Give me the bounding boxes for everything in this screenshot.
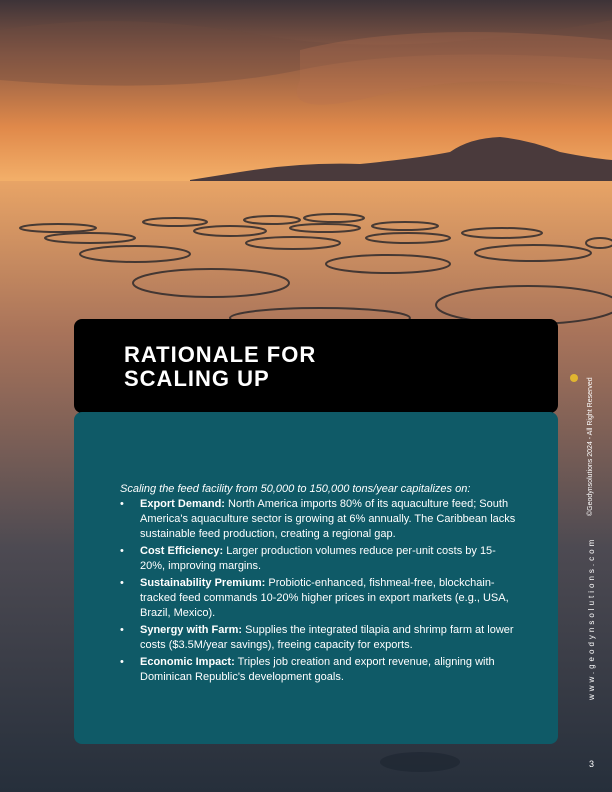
bullet-label: Sustainability Premium: bbox=[140, 577, 266, 589]
list-item bbox=[120, 497, 520, 542]
bullet-label: Synergy with Farm: bbox=[140, 624, 243, 636]
bullet-label: Export Demand: bbox=[140, 498, 225, 510]
list-item bbox=[120, 655, 520, 685]
title-line-2: SCALING UP bbox=[124, 366, 270, 391]
copyright-notice: ©Geodynsolutions 2024 - All Right Reserved bbox=[587, 377, 594, 516]
bullet-text: Triples job creation and export revenue, aligning with Dominican Republic's development goals. bbox=[140, 656, 495, 683]
list-item bbox=[120, 623, 520, 653]
website-url: www.geodynsolutions.com bbox=[587, 536, 596, 700]
title-panel bbox=[74, 319, 558, 413]
content-panel bbox=[74, 412, 558, 744]
page-number: 3 bbox=[589, 759, 595, 769]
bullet-label: Economic Impact: bbox=[140, 656, 235, 668]
list-item bbox=[120, 544, 520, 574]
bullet-text: Supplies the integrated tilapia and shrimp farm at lower costs ($3.5M/year savings), freeing capacity for exports. bbox=[140, 624, 514, 651]
rationale-list bbox=[120, 497, 520, 687]
title-line-1: RATIONALE FOR bbox=[124, 342, 317, 367]
intro-text: Scaling the feed facility from 50,000 to 150,000 tons/year capitalizes on: bbox=[120, 483, 471, 495]
page-title bbox=[124, 343, 316, 391]
bullet-text: North America imports 80% of its aquaculture feed; South America's aquaculture sector is growing at 6% annually. The Caribbean lacks sustainable feed production, creating a regional gap. bbox=[140, 498, 516, 540]
bullet-text: Larger production volumes reduce per-unit costs by 15-20%, improving margins. bbox=[140, 545, 496, 572]
list-item bbox=[120, 576, 520, 621]
bullet-text: Probiotic-enhanced, fishmeal-free, blockchain-tracked feed commands 10-20% higher prices in export markets (e.g., USA, Brazil, Mexico). bbox=[140, 577, 509, 619]
bullet-label: Cost Efficiency: bbox=[140, 545, 224, 557]
